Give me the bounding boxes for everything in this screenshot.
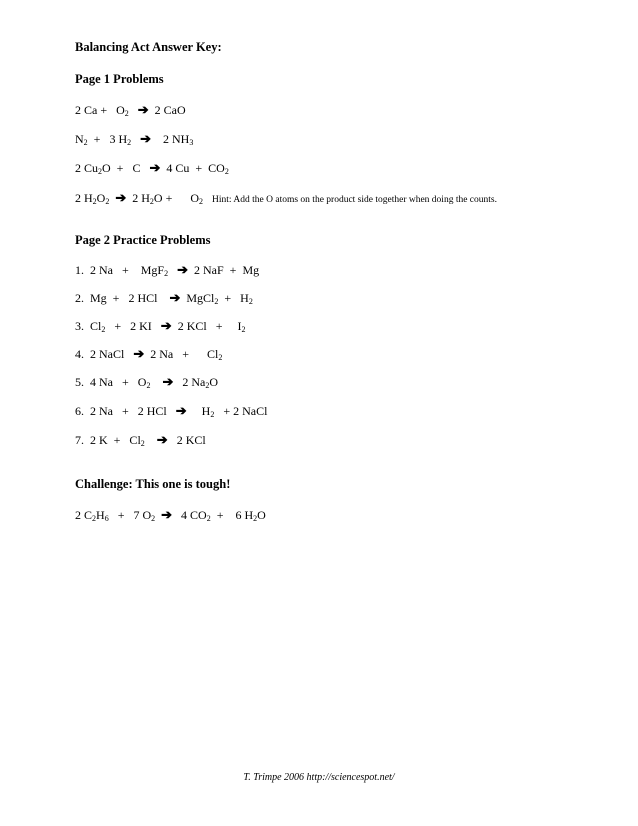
hint-text: Hint: Add the O atoms on the product side together when doing the counts. (212, 195, 497, 205)
equation-line (75, 190, 497, 206)
yield-arrow-icon: ➔ (177, 262, 189, 277)
subscript: 6 (104, 514, 109, 523)
equation-text: + H (218, 291, 249, 305)
equation-text: 2 NaF + Mg (188, 263, 260, 277)
equation-text: 2. Mg + 2 HCl (75, 291, 170, 305)
equation-line (75, 346, 222, 362)
subscript: 2 (248, 297, 253, 306)
equation-text: 6. 2 Na + 2 HCl (75, 404, 176, 418)
subscript: 2 (210, 410, 215, 419)
equation-text: N (75, 132, 84, 146)
page2-heading: Page 2 Practice Problems (75, 233, 211, 247)
subscript: 2 (92, 197, 97, 206)
subscript: 2 (224, 167, 229, 176)
equation-text: 4. 2 NaCl (75, 347, 134, 361)
equation-text: 2 CaO (148, 103, 186, 117)
subscript: 2 (253, 514, 258, 523)
equation-text: 2 KCl + I (171, 319, 242, 333)
subscript: 2 (206, 514, 211, 523)
equation-text: 3. Cl (75, 319, 102, 333)
subscript: 2 (164, 269, 169, 278)
yield-arrow-icon: ➔ (115, 190, 127, 205)
equation-text: 2 Ca + O (75, 103, 125, 117)
equation-line (75, 432, 206, 448)
equation-text (150, 375, 162, 389)
yield-arrow-icon: ➔ (175, 403, 187, 418)
equation-text: + 2 NaCl (214, 404, 268, 418)
equation-text: O (209, 375, 219, 389)
yield-arrow-icon: ➔ (137, 102, 149, 117)
equation-text: 5. 4 Na + O (75, 375, 147, 389)
equation-text: 2 NH (151, 132, 190, 146)
equation-line (75, 290, 253, 306)
equation-line (75, 102, 186, 118)
subscript: 2 (199, 197, 204, 206)
equation-line (75, 131, 193, 147)
footer-credit: T. Trimpe 2006 http://sciencespot.net/ (243, 772, 395, 783)
subscript: 2 (140, 439, 145, 448)
subscript: 2 (214, 297, 219, 306)
yield-arrow-icon: ➔ (133, 346, 145, 361)
equation-line (75, 403, 267, 419)
yield-arrow-icon: ➔ (169, 290, 181, 305)
equation-text: 4 Cu + CO (160, 161, 225, 175)
subscript: 2 (92, 514, 97, 523)
equation-text: + 3 H (87, 132, 128, 146)
subscript: 2 (151, 514, 156, 523)
equation-text: 4 CO (172, 508, 207, 522)
equation-line (75, 507, 266, 523)
challenge-heading: Challenge: This one is tough! (75, 477, 231, 491)
equation-text: 2 Cu (75, 161, 99, 175)
equation-line (75, 318, 245, 334)
equation-line (75, 160, 229, 176)
yield-arrow-icon: ➔ (140, 131, 152, 146)
page1-heading: Page 1 Problems (75, 72, 164, 86)
yield-arrow-icon: ➔ (156, 432, 168, 447)
equation-text: O + O (153, 191, 200, 205)
yield-arrow-icon: ➔ (161, 507, 173, 522)
subscript: 2 (124, 109, 129, 118)
document-title: Balancing Act Answer Key: (75, 40, 222, 54)
equation-text (203, 191, 212, 205)
subscript: 2 (205, 381, 210, 390)
equation-line (75, 374, 218, 390)
equation-text: H (96, 508, 105, 522)
equation-text: 2 H (75, 191, 93, 205)
equation-text (131, 132, 140, 146)
subscript: 2 (218, 353, 223, 362)
subscript: 2 (98, 167, 103, 176)
subscript: 2 (241, 325, 246, 334)
subscript: 2 (127, 138, 132, 147)
equation-text: H (186, 404, 211, 418)
subscript: 3 (189, 138, 194, 147)
equation-text: 2 C (75, 508, 93, 522)
subscript: 2 (146, 381, 151, 390)
equation-text: O (96, 191, 106, 205)
equation-text: + 2 KI (105, 319, 161, 333)
equation-text: 7. 2 K + Cl (75, 433, 141, 447)
equation-text: MgCl (180, 291, 215, 305)
subscript: 2 (149, 197, 154, 206)
equation-text (145, 433, 157, 447)
subscript: 2 (101, 325, 106, 334)
subscript: 2 (105, 197, 110, 206)
equation-line (75, 262, 259, 278)
equation-text: + 7 O (108, 508, 152, 522)
equation-text: O + C (102, 161, 150, 175)
equation-text: 2 KCl (167, 433, 206, 447)
equation-text (168, 263, 177, 277)
equation-text: O (257, 508, 266, 522)
yield-arrow-icon: ➔ (160, 318, 172, 333)
equation-text: + 6 H (210, 508, 254, 522)
equation-text: 2 H (126, 191, 150, 205)
yield-arrow-icon: ➔ (162, 374, 174, 389)
equation-text: 2 Na (173, 375, 206, 389)
equation-text: 1. 2 Na + MgF (75, 263, 165, 277)
equation-text: 2 Na + Cl (144, 347, 219, 361)
yield-arrow-icon: ➔ (149, 160, 161, 175)
equation-text (129, 103, 138, 117)
subscript: 2 (83, 138, 88, 147)
